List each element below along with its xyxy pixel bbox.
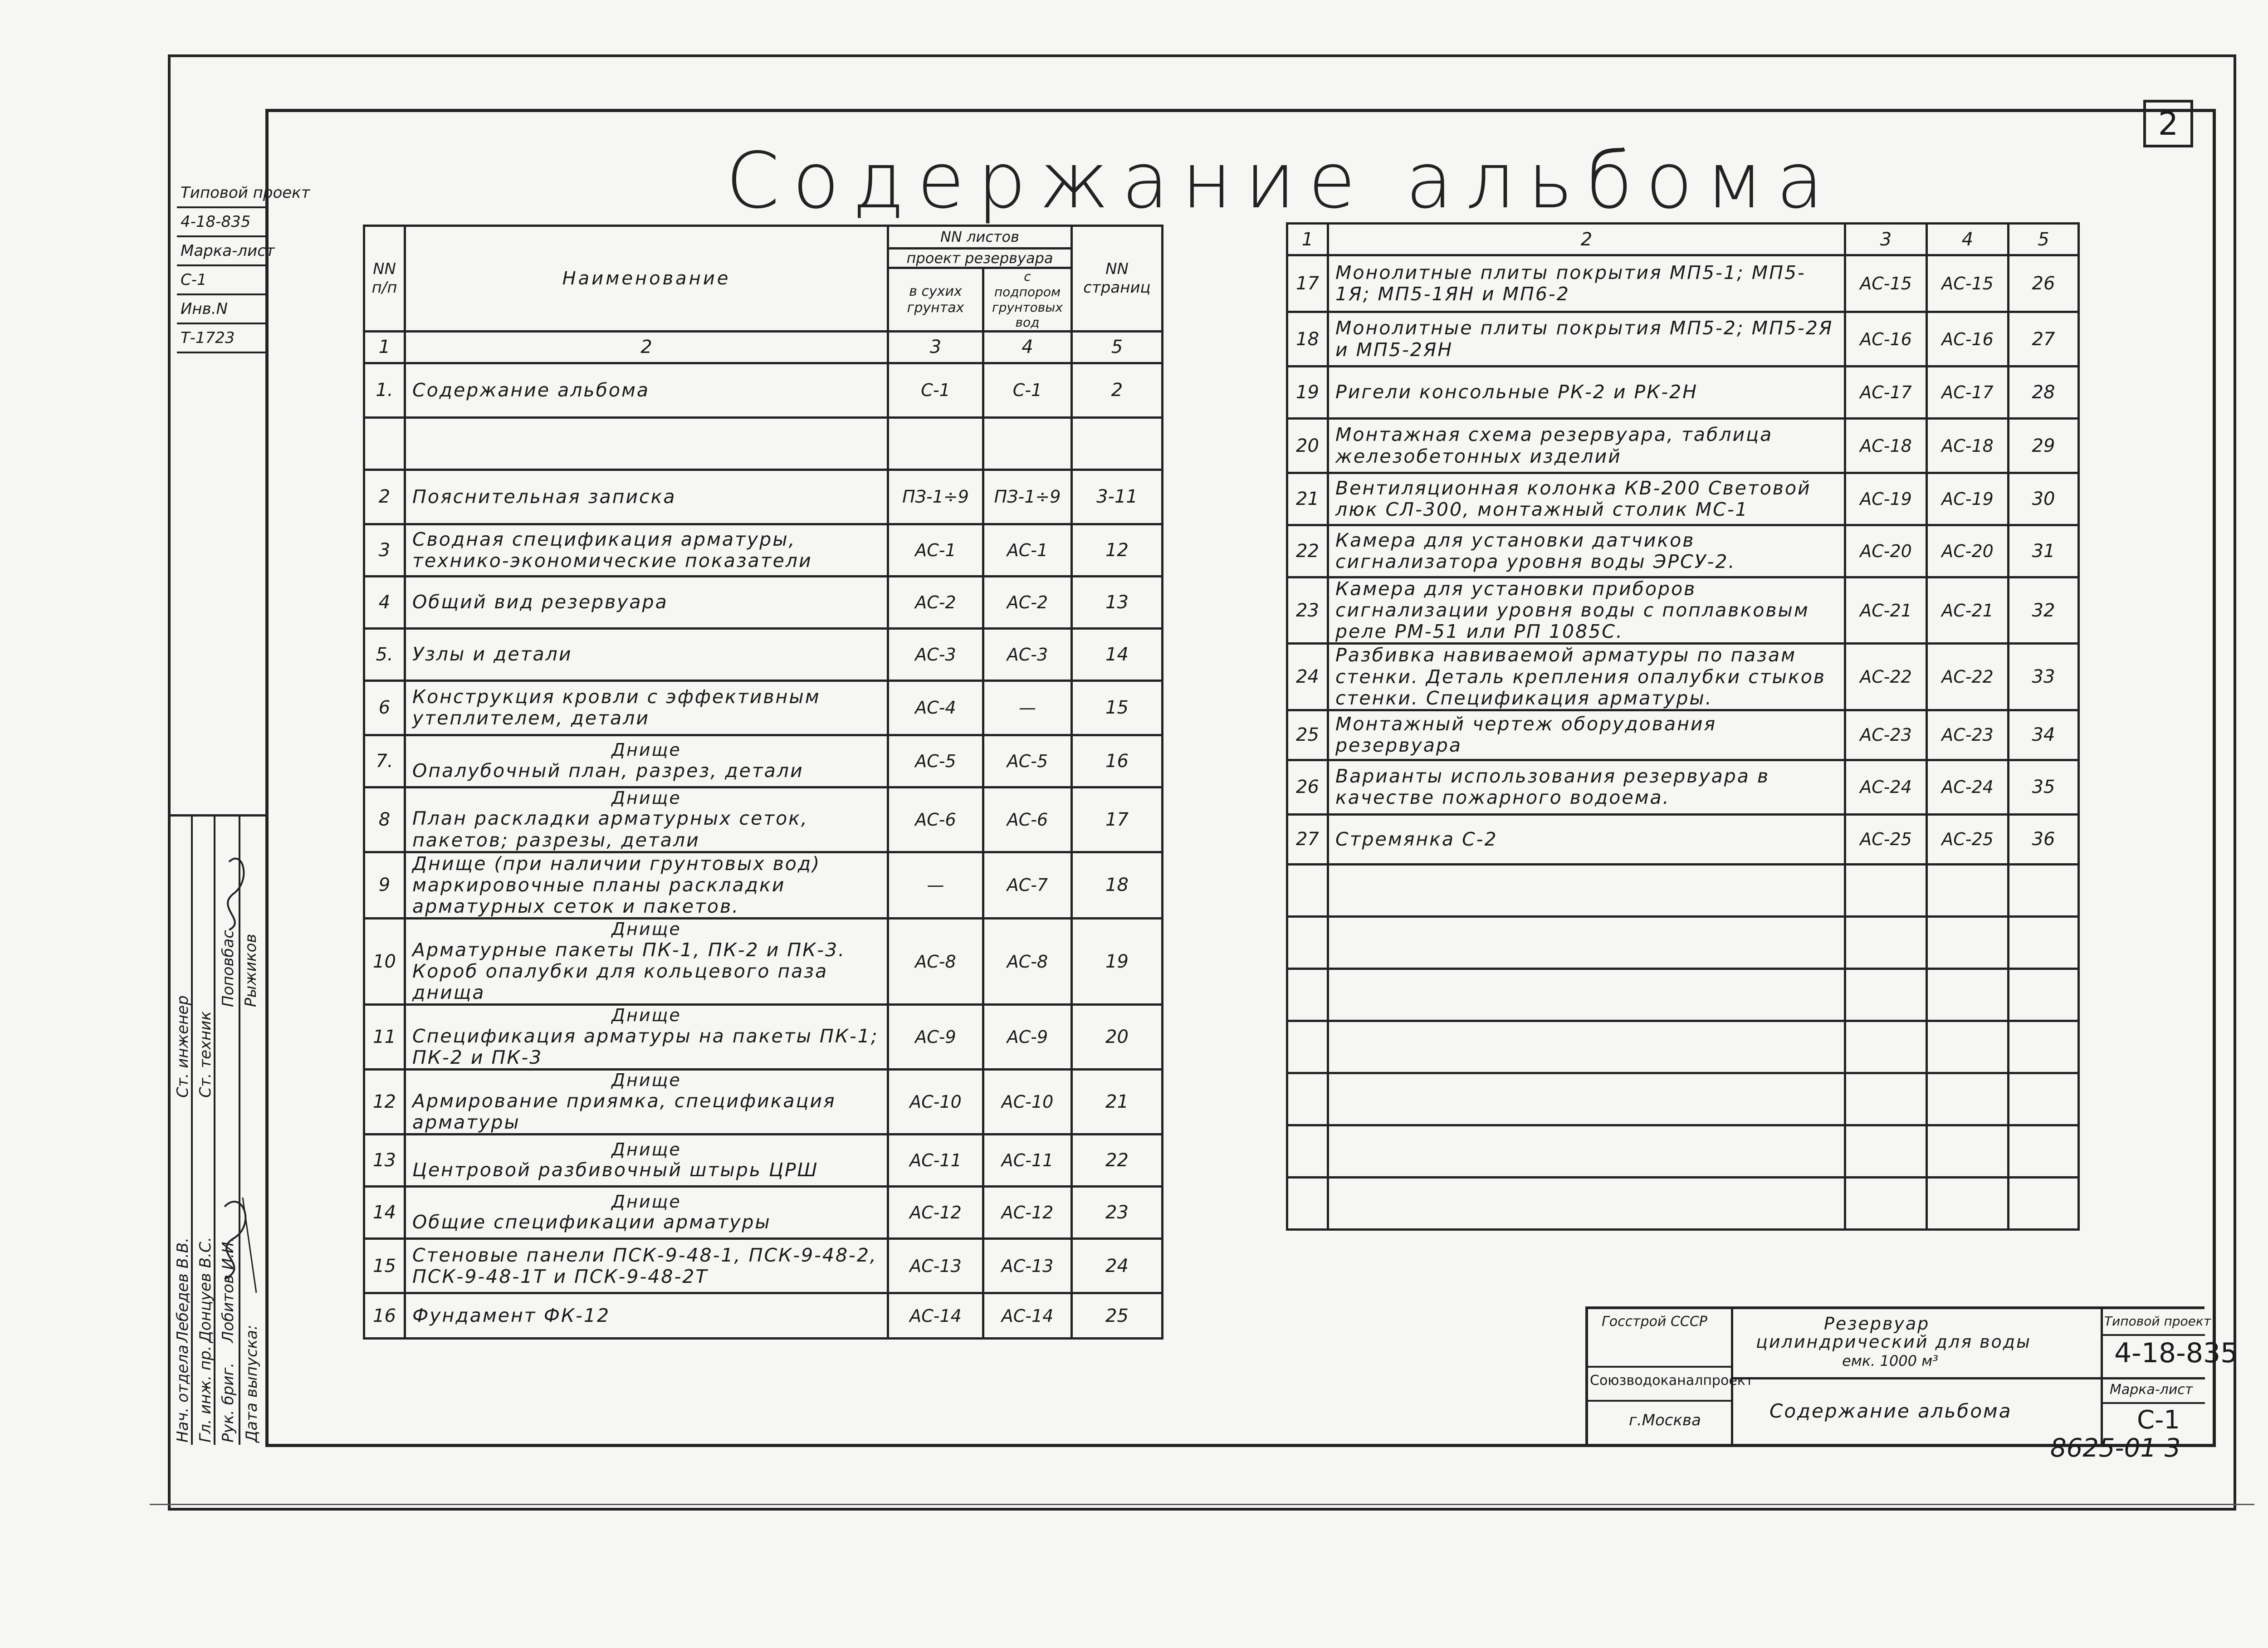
row-sheet-groundwater: АС-19	[1927, 473, 2009, 525]
empty-cell	[1328, 1073, 1845, 1125]
row-name	[405, 1187, 888, 1239]
row-page: 17	[1072, 787, 1163, 852]
empty-cell	[1287, 916, 1328, 968]
row-subtitle: Днище	[611, 919, 681, 939]
row-name	[405, 417, 888, 469]
empty-cell	[2009, 916, 2079, 968]
empty-row	[1287, 916, 2079, 968]
stamp-mark: С-1	[177, 266, 265, 295]
row-name-text: Содержание альбома	[412, 379, 650, 401]
empty-cell	[1927, 1021, 2009, 1073]
row-page: 32	[2009, 577, 2079, 644]
row-sheet-dry: АС-22	[1845, 644, 1927, 710]
table-row	[1287, 367, 2079, 419]
name-lobitov: Лобитов И.И.	[219, 1237, 237, 1343]
empty-cell	[1287, 1125, 1328, 1177]
table-row	[364, 417, 1163, 469]
empty-cell	[2009, 1021, 2079, 1073]
object-line-2: цилиндрический для воды	[1756, 1332, 2032, 1352]
row-number: 1.	[364, 363, 405, 417]
row-name	[405, 735, 888, 787]
row-page: 12	[1072, 524, 1163, 576]
row-name: Ригели консольные РК-2 и РК-2Н	[1328, 367, 1845, 419]
row-name: Вентиляционная колонка КВ-200 Световой люк СЛ-300, монтажный столик МС-1	[1328, 473, 1845, 525]
row-sheet-groundwater: АС-17	[1927, 367, 2009, 419]
table-row	[364, 1070, 1163, 1135]
row-sheet-dry: АС-14	[888, 1293, 983, 1339]
row-sheet-groundwater: АС-11	[983, 1135, 1072, 1187]
row-sheet-dry: АС-24	[1845, 760, 1927, 814]
empty-row	[1287, 1073, 2079, 1125]
empty-cell	[2009, 968, 2079, 1021]
header-name: Наименование	[405, 226, 888, 332]
row-sheet-dry: АС-1	[888, 524, 983, 576]
table-row	[364, 1135, 1163, 1187]
row-name: Монолитные плиты покрытия МП5-1; МП5-1Я; МП5-1ЯН и МП6-2	[1328, 255, 1845, 312]
row-number: 15	[364, 1239, 405, 1293]
table-row	[364, 1239, 1163, 1293]
empty-cell	[1287, 1177, 1328, 1229]
row-sheet-groundwater: АС-25	[1927, 814, 2009, 864]
row-sheet-groundwater: ПЗ-1÷9	[983, 469, 1072, 524]
row-number: 27	[1287, 814, 1328, 864]
row-sheet-groundwater: АС-1	[983, 524, 1072, 576]
row-name	[405, 680, 888, 735]
empty-cell	[1328, 864, 1845, 916]
col-number-5: 5	[1072, 331, 1163, 363]
row-sheet-dry: АС-17	[1845, 367, 1927, 419]
row-number: 23	[1287, 577, 1328, 644]
row-number: 2	[364, 469, 405, 524]
row-page: 25	[1072, 1293, 1163, 1339]
header-sheets-sub: проект резервуара	[888, 249, 1072, 268]
row-sheet-groundwater: АС-9	[983, 1005, 1072, 1070]
signature-scribbles	[215, 844, 265, 1297]
empty-cell	[1328, 1021, 1845, 1073]
empty-cell	[1328, 1125, 1845, 1177]
empty-cell	[1927, 968, 2009, 1021]
stamp-mark-label: Марка-лист	[177, 237, 265, 266]
role-senior-engineer: Ст. инженер	[174, 995, 192, 1098]
empty-cell	[1287, 864, 1328, 916]
row-sheet-dry: АС-15	[1845, 255, 1927, 312]
r-col-number-1: 1	[1287, 224, 1328, 255]
table-row	[364, 1293, 1163, 1339]
row-number: 12	[364, 1070, 405, 1135]
empty-row	[1287, 968, 2079, 1021]
row-name	[405, 1070, 888, 1135]
row-sheet-dry: АС-18	[1845, 419, 1927, 473]
org-city: г.Москва	[1629, 1411, 1701, 1429]
header-number: NN п/п	[364, 226, 405, 332]
row-sheet-dry: АС-8	[888, 919, 983, 1005]
row-name-text: Сводная спецификация арматуры, технико-экономические показатели	[412, 528, 812, 572]
empty-cell	[1845, 968, 1927, 1021]
row-subtitle: Днище	[611, 1191, 681, 1212]
name-lebedev: Лебедев В.В.	[174, 1237, 192, 1343]
table-row	[364, 852, 1163, 918]
stamp-inv: Т-1723	[177, 324, 265, 353]
row-subtitle: Днище	[611, 740, 681, 760]
row-name: Камера для установки приборов сигнализации уровня воды с поплавковым реле РМ-51 или РП 1085С.	[1328, 577, 1845, 644]
object-line-3: емк. 1000 м³	[1842, 1352, 1939, 1369]
row-number: 25	[1287, 710, 1328, 760]
empty-cell	[1927, 1125, 2009, 1177]
row-page: 30	[2009, 473, 2079, 525]
header-dry: в сухих грунтах	[888, 268, 983, 331]
row-number: 26	[1287, 760, 1328, 814]
project-code: 4-18-835	[2114, 1337, 2238, 1369]
col-number-3: 3	[888, 331, 983, 363]
row-page: 2	[1072, 363, 1163, 417]
row-name: Камера для установки датчиков сигнализатора уровня воды ЭРСУ-2.	[1328, 525, 1845, 577]
document-code: 8625-01 3	[2050, 1433, 2181, 1463]
empty-cell	[1287, 1073, 1328, 1125]
row-page: 20	[1072, 1005, 1163, 1070]
row-name	[405, 852, 888, 918]
table-row	[1287, 473, 2079, 525]
row-sheet-dry	[888, 417, 983, 469]
row-name	[405, 363, 888, 417]
empty-cell	[1845, 916, 1927, 968]
row-number: 8	[364, 787, 405, 852]
empty-cell	[1845, 1177, 1927, 1229]
row-sheet-groundwater	[983, 417, 1072, 469]
header-pages: NN страниц	[1072, 226, 1163, 332]
empty-cell	[1845, 1021, 1927, 1073]
row-name-text: Общий вид резервуара	[412, 591, 668, 613]
row-number: 5.	[364, 628, 405, 680]
row-page: 24	[1072, 1239, 1163, 1293]
table-row	[364, 1187, 1163, 1239]
empty-row	[1287, 1021, 2079, 1073]
empty-row	[1287, 1177, 2079, 1229]
stamp-inv-label: Инв.N	[177, 295, 265, 324]
empty-cell	[1287, 1021, 1328, 1073]
table-row	[364, 576, 1163, 628]
row-sheet-dry: ПЗ-1÷9	[888, 469, 983, 524]
mark-label: Марка-лист	[2110, 1382, 2193, 1398]
row-sheet-groundwater: АС-18	[1927, 419, 2009, 473]
name-ryzhikov: Рыжиков	[242, 934, 260, 1007]
row-number: 14	[364, 1187, 405, 1239]
row-name	[405, 576, 888, 628]
empty-cell	[2009, 1073, 2079, 1125]
row-sheet-groundwater: АС-15	[1927, 255, 2009, 312]
row-name: Варианты использования резервуара в качестве пожарного водоема.	[1328, 760, 1845, 814]
table-row	[1287, 644, 2079, 710]
row-name-text: План раскладки арматурных сеток, пакетов; разрезы, детали	[412, 807, 808, 851]
row-name: Монтажная схема резервуара, таблица железобетонных изделий	[1328, 419, 1845, 473]
row-page: 22	[1072, 1135, 1163, 1187]
role-brigade: Рук. бриг.	[219, 1362, 237, 1443]
row-name-text: Общие спецификации арматуры	[412, 1211, 771, 1233]
row-sheet-groundwater: АС-14	[983, 1293, 1072, 1339]
contents-table-left	[363, 225, 1163, 1340]
row-sheet-dry: АС-4	[888, 680, 983, 735]
col-number-4: 4	[983, 331, 1072, 363]
row-sheet-dry: АС-20	[1845, 525, 1927, 577]
row-name	[405, 469, 888, 524]
row-number: 17	[1287, 255, 1328, 312]
row-sheet-groundwater: АС-20	[1927, 525, 2009, 577]
row-number: 10	[364, 919, 405, 1005]
empty-cell	[1328, 968, 1845, 1021]
row-page: 33	[2009, 644, 2079, 710]
empty-cell	[1845, 1125, 1927, 1177]
table-row	[364, 680, 1163, 735]
row-sheet-dry: АС-6	[888, 787, 983, 852]
row-sheet-groundwater: АС-2	[983, 576, 1072, 628]
row-number: 20	[1287, 419, 1328, 473]
row-sheet-dry: С-1	[888, 363, 983, 417]
row-page: 16	[1072, 735, 1163, 787]
row-subtitle: Днище	[611, 1070, 681, 1091]
row-sheet-groundwater: АС-22	[1927, 644, 2009, 710]
row-name: Монолитные плиты покрытия МП5-2; МП5-2Я и МП5-2ЯН	[1328, 312, 1845, 367]
row-name-text: Конструкция кровли с эффективным утеплителем, детали	[412, 686, 821, 729]
table-row	[1287, 525, 2079, 577]
table-row	[364, 787, 1163, 852]
table-row	[1287, 760, 2079, 814]
table-row	[364, 524, 1163, 576]
project-label: Типовой проект	[2104, 1314, 2211, 1329]
table-row	[364, 919, 1163, 1005]
row-sheet-dry: АС-5	[888, 735, 983, 787]
row-page: 29	[2009, 419, 2079, 473]
empty-row	[1287, 864, 2079, 916]
table-row	[364, 1005, 1163, 1070]
mark-value: С-1	[2137, 1405, 2180, 1435]
row-sheet-groundwater: АС-21	[1927, 577, 2009, 644]
row-sheet-groundwater: АС-23	[1927, 710, 2009, 760]
row-page: 18	[1072, 852, 1163, 918]
row-sheet-groundwater: АС-10	[983, 1070, 1072, 1135]
row-number: 11	[364, 1005, 405, 1070]
role-chief-eng: Гл. инж. пр.	[196, 1345, 215, 1443]
row-number: 19	[1287, 367, 1328, 419]
empty-cell	[1927, 1177, 2009, 1229]
row-number: 24	[1287, 644, 1328, 710]
row-page	[1072, 417, 1163, 469]
row-page: 27	[2009, 312, 2079, 367]
row-page: 14	[1072, 628, 1163, 680]
contents-table-right	[1286, 222, 2080, 1231]
object-line-1: Резервуар	[1824, 1314, 1930, 1334]
row-page: 21	[1072, 1070, 1163, 1135]
row-name-text: Армирование приямка, спецификация арматуры	[412, 1090, 836, 1134]
empty-cell	[1927, 1073, 2009, 1125]
row-sheet-dry: АС-13	[888, 1239, 983, 1293]
row-name	[405, 787, 888, 852]
row-sheet-dry: АС-9	[888, 1005, 983, 1070]
stamp-project-code: 4-18-835	[177, 208, 265, 237]
name-popovbas: Поповбас	[219, 930, 237, 1007]
row-sheet-dry: АС-23	[1845, 710, 1927, 760]
empty-cell	[1927, 916, 2009, 968]
row-name	[405, 1293, 888, 1339]
row-page: 3-11	[1072, 469, 1163, 524]
r-col-number-3: 3	[1845, 224, 1927, 255]
row-name-text: Пояснительная записка	[412, 485, 676, 508]
row-number	[364, 417, 405, 469]
row-name-text: Центровой разбивочный штырь ЦРШ	[412, 1159, 819, 1181]
signature-block	[170, 814, 265, 1445]
row-number: 9	[364, 852, 405, 918]
row-page: 26	[2009, 255, 2079, 312]
row-name-text: Днище (при наличии грунтовых вод) маркировочные планы раскладки арматурных сеток и пакетов.	[412, 852, 821, 918]
row-number: 18	[1287, 312, 1328, 367]
row-page: 31	[2009, 525, 2079, 577]
row-name	[405, 1135, 888, 1187]
row-sheet-dry: АС-21	[1845, 577, 1927, 644]
row-sheet-dry: АС-12	[888, 1187, 983, 1239]
stamp-project-label: Типовой проект	[177, 179, 265, 208]
row-name	[405, 1239, 888, 1293]
row-page: 36	[2009, 814, 2079, 864]
empty-cell	[1845, 864, 1927, 916]
row-sheet-groundwater: АС-12	[983, 1187, 1072, 1239]
row-sheet-groundwater: АС-6	[983, 787, 1072, 852]
row-page: 13	[1072, 576, 1163, 628]
row-sheet-dry: АС-16	[1845, 312, 1927, 367]
row-sheet-dry: АС-25	[1845, 814, 1927, 864]
row-sheet-dry: АС-11	[888, 1135, 983, 1187]
table-row	[1287, 814, 2079, 864]
row-name	[405, 919, 888, 1005]
table-row	[1287, 577, 2079, 644]
r-col-number-5: 5	[2009, 224, 2079, 255]
org-name: Союзводоканалпроект	[1590, 1373, 1754, 1389]
header-sheets-group: NN листов	[888, 226, 1072, 249]
row-sheet-groundwater: АС-13	[983, 1239, 1072, 1293]
r-col-number-2: 2	[1328, 224, 1845, 255]
row-subtitle: Днище	[611, 1139, 681, 1159]
row-number: 16	[364, 1293, 405, 1339]
role-senior-technician: Ст. техник	[196, 1011, 215, 1098]
empty-cell	[1927, 864, 2009, 916]
row-page: 28	[2009, 367, 2079, 419]
empty-cell	[2009, 1125, 2079, 1177]
row-name: Стремянка С-2	[1328, 814, 1845, 864]
row-name: Монтажный чертеж оборудования резервуара	[1328, 710, 1845, 760]
row-sheet-dry: АС-19	[1845, 473, 1927, 525]
row-name-text: Узлы и детали	[412, 643, 572, 665]
row-number: 4	[364, 576, 405, 628]
row-number: 13	[364, 1135, 405, 1187]
header-groundwater: с подпором грунтовых вод	[983, 268, 1072, 331]
table-row	[364, 363, 1163, 417]
table-row	[364, 469, 1163, 524]
row-sheet-groundwater: —	[983, 680, 1072, 735]
row-sheet-groundwater: АС-24	[1927, 760, 2009, 814]
table-row	[1287, 419, 2079, 473]
row-name-text: Стеновые панели ПСК-9-48-1, ПСК-9-48-2, ПСК-9-48-1Т и ПСК-9-48-2Т	[412, 1244, 877, 1287]
row-name-text: Опалубочный план, разрез, детали	[412, 760, 804, 782]
table-row	[1287, 312, 2079, 367]
table-row	[1287, 710, 2079, 760]
role-release-date: Дата выпуска:	[243, 1325, 261, 1443]
row-number: 3	[364, 524, 405, 576]
row-sheet-dry: АС-2	[888, 576, 983, 628]
role-head-dept: Нач. отдела	[174, 1345, 192, 1443]
page-title: Содержание альбома	[726, 136, 1837, 226]
table-row	[364, 628, 1163, 680]
row-sheet-dry: АС-3	[888, 628, 983, 680]
name-dontsuev: Донцуев В.С.	[196, 1237, 215, 1343]
row-number: 6	[364, 680, 405, 735]
row-sheet-groundwater: АС-5	[983, 735, 1072, 787]
row-name-text: Фундамент ФК-12	[412, 1305, 611, 1327]
row-page: 34	[2009, 710, 2079, 760]
empty-cell	[2009, 1177, 2079, 1229]
row-name-text: Арматурные пакеты ПК-1, ПК-2 и ПК-3. Короб опалубки для кольцевого паза днища	[412, 939, 846, 1004]
row-sheet-groundwater: С-1	[983, 363, 1072, 417]
row-page: 23	[1072, 1187, 1163, 1239]
scan-edge-line	[150, 1504, 2254, 1505]
empty-cell	[2009, 864, 2079, 916]
empty-cell	[1328, 916, 1845, 968]
empty-row	[1287, 1125, 2079, 1177]
table-row	[1287, 255, 2079, 312]
row-sheet-groundwater: АС-16	[1927, 312, 2009, 367]
row-sheet-groundwater: АС-7	[983, 852, 1072, 918]
left-stamp	[177, 179, 310, 353]
row-name: Разбивка навиваемой арматуры по пазам стенки. Деталь крепления опалубки стыков стенки. Спецификация арматуры.	[1328, 644, 1845, 710]
row-subtitle: Днище	[611, 1005, 681, 1026]
row-name	[405, 524, 888, 576]
row-page: 15	[1072, 680, 1163, 735]
empty-cell	[1328, 1177, 1845, 1229]
row-sheet-groundwater: АС-3	[983, 628, 1072, 680]
title-block	[1585, 1306, 2238, 1445]
row-sheet-dry: АС-10	[888, 1070, 983, 1135]
row-name	[405, 628, 888, 680]
sheet-number: 2	[2143, 100, 2193, 147]
row-sheet-dry: —	[888, 852, 983, 918]
col-number-2: 2	[405, 331, 888, 363]
row-page: 19	[1072, 919, 1163, 1005]
row-name	[405, 1005, 888, 1070]
row-page: 35	[2009, 760, 2079, 814]
col-number-1: 1	[364, 331, 405, 363]
table-row	[364, 735, 1163, 787]
row-number: 22	[1287, 525, 1328, 577]
empty-cell	[1845, 1073, 1927, 1125]
row-number: 21	[1287, 473, 1328, 525]
sheet-title: Содержание альбома	[1769, 1400, 2012, 1422]
org-top: Госстрой СССР	[1602, 1314, 1707, 1330]
r-col-number-4: 4	[1927, 224, 2009, 255]
row-name-text: Спецификация арматуры на пакеты ПК-1; ПК-2 и ПК-3	[412, 1025, 879, 1069]
row-sheet-groundwater: АС-8	[983, 919, 1072, 1005]
empty-cell	[1287, 968, 1328, 1021]
row-number: 7.	[364, 735, 405, 787]
row-subtitle: Днище	[611, 787, 681, 808]
